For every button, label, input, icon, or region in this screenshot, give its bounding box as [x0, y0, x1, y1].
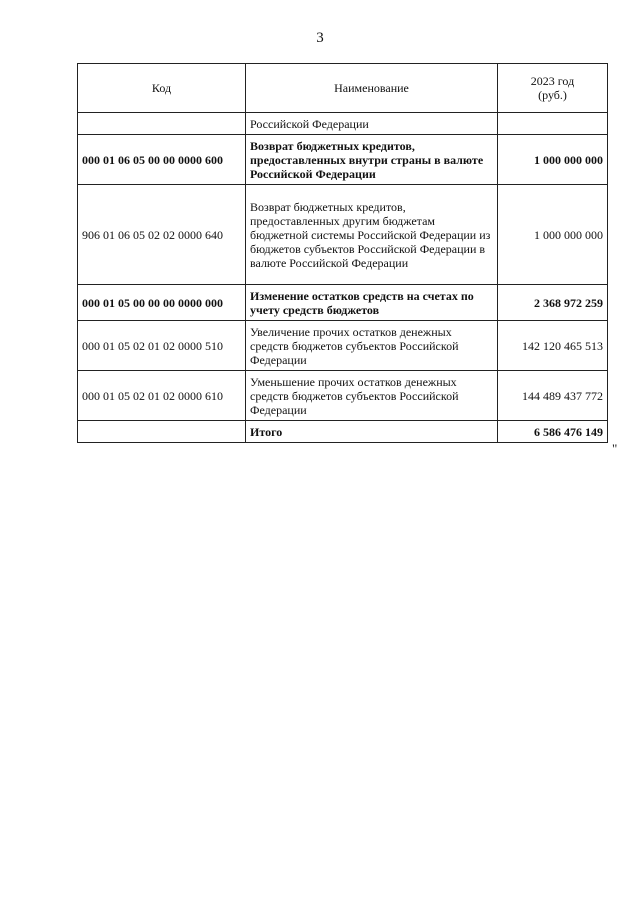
- header-sum-year: 2023 год: [530, 74, 575, 88]
- table-row: [78, 321, 608, 371]
- row-name: Итого: [246, 421, 498, 443]
- header-code: Код: [78, 64, 246, 113]
- table-row: [78, 185, 608, 285]
- row-code: 000 01 05 02 01 02 0000 510: [78, 321, 246, 371]
- row-name: Уменьшение прочих остатков денежных средств бюджетов субъектов Российской Федерации: [246, 371, 498, 421]
- table-row: [78, 421, 608, 443]
- row-code: 906 01 06 05 02 02 0000 640: [78, 185, 246, 285]
- row-code: [78, 421, 246, 443]
- header-sum-unit: (руб.): [538, 88, 567, 102]
- row-code: [78, 113, 246, 135]
- closing-quote: ": [612, 441, 618, 456]
- row-sum: 6 586 476 149: [498, 421, 608, 443]
- row-sum: [498, 113, 608, 135]
- row-name: Возврат бюджетных кредитов, предоставленных другим бюджетам бюджетной системы Российской Федерации из бюджетов субъектов Российской Федерации в валюте Российской Федерации: [246, 185, 498, 285]
- row-sum: 142 120 465 513: [498, 321, 608, 371]
- table-row: [78, 135, 608, 185]
- row-sum: 2 368 972 259: [498, 285, 608, 321]
- header-name: Наименование: [246, 64, 498, 113]
- header-sum: [498, 64, 608, 113]
- row-name: Российской Федерации: [246, 113, 498, 135]
- row-name: Изменение остатков средств на счетах по учету средств бюджетов: [246, 285, 498, 321]
- table-row: [78, 113, 608, 135]
- table-header-row: [78, 64, 608, 113]
- budget-sources-table: [77, 63, 608, 443]
- row-code: 000 01 05 00 00 00 0000 000: [78, 285, 246, 321]
- table-row: [78, 285, 608, 321]
- row-sum: 1 000 000 000: [498, 135, 608, 185]
- table-body: [78, 113, 608, 443]
- row-name: Увеличение прочих остатков денежных средств бюджетов субъектов Российской Федерации: [246, 321, 498, 371]
- row-code: 000 01 06 05 00 00 0000 600: [78, 135, 246, 185]
- row-name: Возврат бюджетных кредитов, предоставленных внутри страны в валюте Российской Федерации: [246, 135, 498, 185]
- table-row: [78, 371, 608, 421]
- row-sum: 144 489 437 772: [498, 371, 608, 421]
- row-code: 000 01 05 02 01 02 0000 610: [78, 371, 246, 421]
- page-number: 3: [316, 30, 324, 46]
- row-sum: 1 000 000 000: [498, 185, 608, 285]
